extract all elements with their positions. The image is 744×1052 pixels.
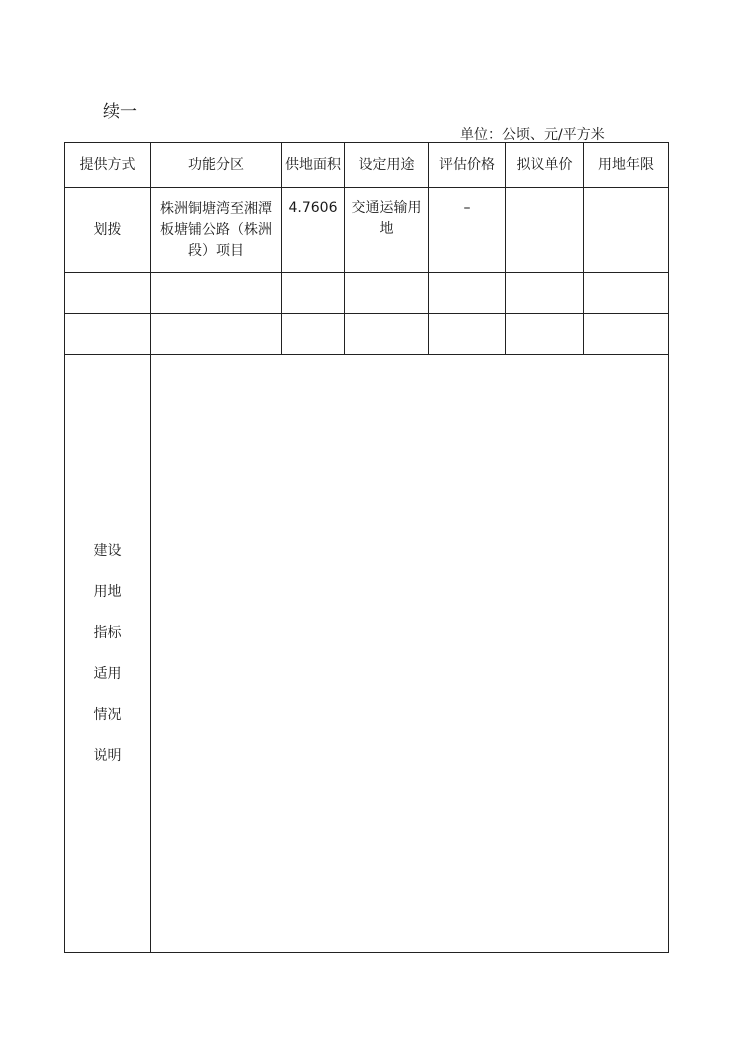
table-cell [506, 314, 584, 355]
table-cell [584, 273, 669, 314]
table-cell [151, 314, 282, 355]
table-header-row [65, 143, 669, 188]
header-proposed-unit-price: 拟议单价 [506, 143, 584, 188]
cell-supply-method: 划拨 [65, 188, 151, 273]
notes-label-line: 指标 [93, 624, 122, 641]
header-planned-use: 设定用途 [345, 143, 429, 188]
cell-supply-area: 4.7606 [282, 188, 345, 273]
notes-label-line: 说明 [93, 747, 122, 764]
notes-label [68, 531, 147, 777]
page-heading: 续一 [103, 102, 137, 122]
table-cell [282, 273, 345, 314]
table-row [65, 188, 669, 273]
table-cell [429, 273, 506, 314]
unit-note: 单位：公顷、元/平方米 [460, 127, 605, 143]
notes-label-line: 情况 [93, 706, 122, 723]
table-cell [65, 314, 151, 355]
header-supply-area: 供地面积 [282, 143, 345, 188]
cell-proposed-unit-price [506, 188, 584, 273]
table-cell [506, 273, 584, 314]
table-cell [584, 314, 669, 355]
notes-content-cell [151, 355, 669, 953]
table-cell [65, 273, 151, 314]
land-supply-table [64, 142, 669, 953]
notes-row [65, 355, 669, 953]
header-functional-zone: 功能分区 [151, 143, 282, 188]
cell-planned-use: 交通运输用地 [345, 188, 429, 273]
notes-label-cell [65, 355, 151, 953]
table-cell [151, 273, 282, 314]
table-row [65, 273, 669, 314]
cell-functional-zone: 株洲铜塘湾至湘潭板塘铺公路（株洲段）项目 [151, 188, 282, 273]
notes-label-line: 适用 [93, 665, 122, 682]
table-cell [345, 314, 429, 355]
table-cell [345, 273, 429, 314]
cell-appraised-price: – [429, 188, 506, 273]
notes-label-line: 用地 [93, 583, 122, 600]
table-cell [282, 314, 345, 355]
header-appraised-price: 评估价格 [429, 143, 506, 188]
header-land-use-term: 用地年限 [584, 143, 669, 188]
header-supply-method: 提供方式 [65, 143, 151, 188]
table-cell [429, 314, 506, 355]
cell-land-use-term [584, 188, 669, 273]
table-row [65, 314, 669, 355]
notes-label-line: 建设 [93, 542, 122, 559]
